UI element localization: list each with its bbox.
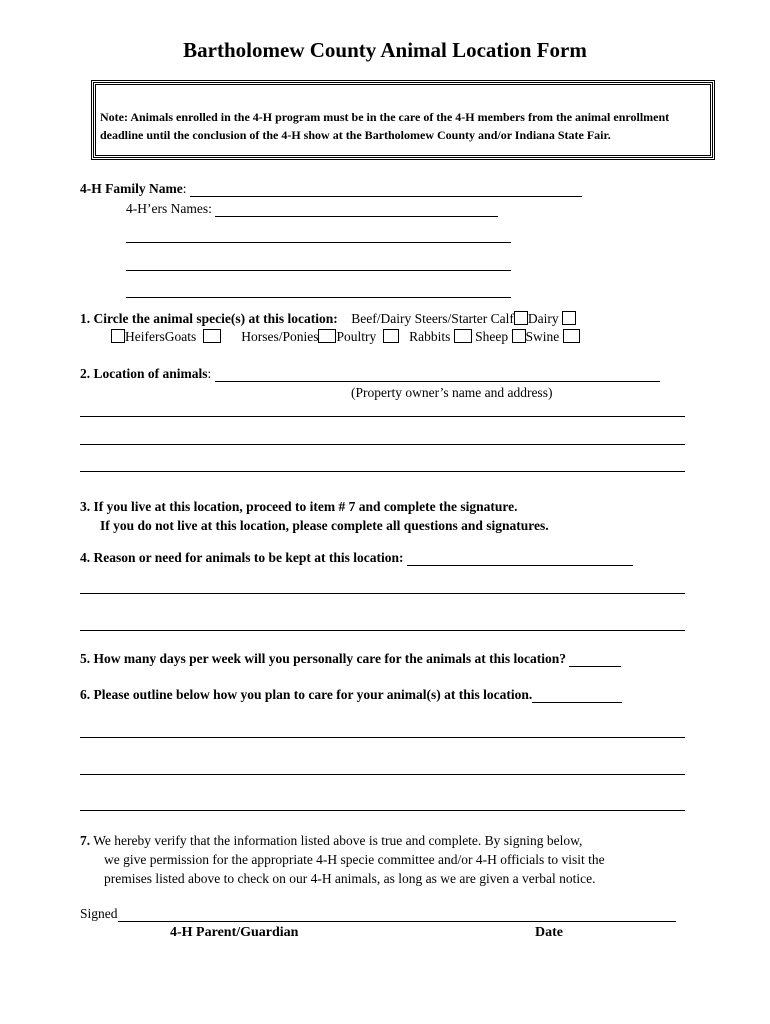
address-line-3[interactable]	[80, 471, 685, 472]
hers-name-field-2[interactable]	[126, 242, 511, 243]
family-name-label: 4-H Family Name	[80, 181, 183, 196]
address-line-1[interactable]	[80, 416, 685, 417]
q6-row	[80, 687, 622, 703]
hers-name-field-1[interactable]	[215, 202, 498, 217]
checkbox-goats[interactable]	[203, 329, 221, 343]
checkbox-heifers-leading[interactable]	[111, 329, 125, 343]
species-rabbits: Rabbits	[409, 329, 451, 344]
note-box	[93, 82, 713, 158]
parent-guardian-label: 4-H Parent/Guardian	[170, 925, 299, 940]
q7-number: 7.	[80, 833, 91, 848]
q7-text-1: We hereby verify that the information listed above is true and complete. By signing below,	[93, 833, 583, 848]
species-horses: Horses/Ponies	[241, 329, 319, 344]
checkbox-poultry[interactable]	[383, 329, 399, 343]
q4-label: 4. Reason or need for animals to be kept at this location:	[80, 550, 404, 565]
q5-row	[80, 651, 621, 667]
q1-row-2	[111, 329, 580, 345]
checkbox-swine[interactable]	[563, 329, 580, 343]
hers-name-field-3[interactable]	[126, 270, 511, 271]
hers-names-label: 4-H’ers Names:	[126, 201, 212, 216]
signature-field[interactable]	[118, 907, 676, 922]
q1-label: 1. Circle the animal specie(s) at this location:	[80, 311, 338, 326]
note-text: Note: Animals enrolled in the 4-H program must be in the care of the 4-H members from the animal enrollment deadline until the conclusion of the 4-H show at the Bartholomew County and/or Indiana State Fair.	[100, 110, 670, 142]
care-plan-field[interactable]	[532, 688, 622, 703]
q2-colon: :	[207, 366, 212, 381]
checkbox-horses[interactable]	[318, 329, 336, 343]
species-goats: Goats	[164, 329, 197, 344]
family-name-field[interactable]	[190, 182, 582, 197]
checkbox-sheep[interactable]	[512, 329, 526, 343]
q6-label: 6. Please outline below how you plan to care for your animal(s) at this location.	[80, 687, 533, 702]
species-dairy: Dairy	[527, 311, 559, 326]
q7-line-1	[80, 833, 582, 849]
hers-names-row	[126, 201, 498, 217]
checkbox-dairy[interactable]	[562, 311, 576, 325]
q2-sublabel: (Property owner’s name and address)	[351, 385, 553, 400]
checkbox-beef[interactable]	[514, 311, 528, 325]
q4-row	[80, 550, 633, 566]
species-beef: Beef/Dairy Steers/Starter Calf	[351, 311, 514, 326]
q3-line-2: If you do not live at this location, please complete all questions and signatures.	[100, 518, 549, 533]
care-line-3[interactable]	[80, 810, 685, 811]
q1-row-1	[80, 311, 576, 327]
family-name-row	[80, 181, 582, 197]
signature-row	[80, 906, 676, 922]
family-name-colon: :	[182, 181, 187, 196]
reason-field[interactable]	[407, 551, 633, 566]
date-label: Date	[535, 925, 563, 940]
q3-line-1: 3. If you live at this location, proceed to item # 7 and complete the signature.	[80, 499, 518, 514]
q7-line-2: we give permission for the appropriate 4-H specie committee and/or 4-H officials to visit the	[104, 852, 605, 867]
hers-name-field-4[interactable]	[126, 297, 511, 298]
care-line-1[interactable]	[80, 737, 685, 738]
q7-line-3: premises listed above to check on our 4-H animals, as long as we are given a verbal notice.	[104, 871, 596, 886]
care-line-2[interactable]	[80, 774, 685, 775]
reason-line-1[interactable]	[80, 593, 685, 594]
reason-line-2[interactable]	[80, 630, 685, 631]
signed-label: Signed	[80, 906, 118, 921]
location-field[interactable]	[215, 367, 660, 382]
q5-label: 5. How many days per week will you personally care for the animals at this location?	[80, 651, 566, 666]
form-title: Bartholomew County Animal Location Form	[183, 38, 587, 62]
checkbox-rabbits[interactable]	[454, 329, 472, 343]
days-per-week-field[interactable]	[569, 652, 621, 667]
q2-row	[80, 366, 660, 382]
species-heifers: Heifers	[125, 329, 165, 344]
species-poultry: Poultry	[336, 329, 377, 344]
q2-label: 2. Location of animals	[80, 366, 208, 381]
species-swine: Swine	[525, 329, 560, 344]
address-line-2[interactable]	[80, 444, 685, 445]
species-sheep: Sheep	[475, 329, 509, 344]
